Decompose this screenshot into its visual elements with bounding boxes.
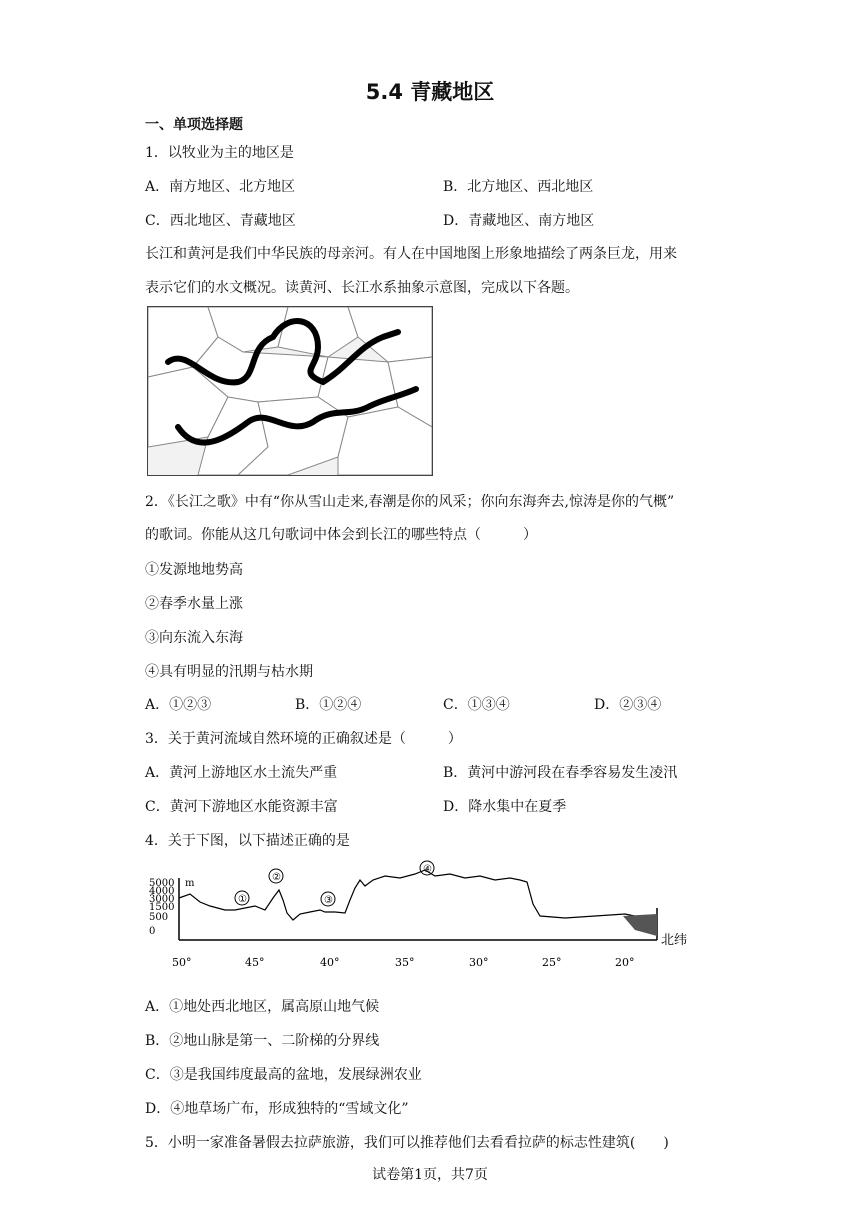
q1-option-d: D．青藏地区、南方地区 [443,213,595,229]
marker-3: ③ [324,895,333,906]
question-2-line-1: 2．《长江之歌》中有“你从雪山走来,春潮是你的风采；你向东海奔去,惊涛是你的气概” [145,494,675,510]
question-5-stem: 5．小明一家准备暑假去拉萨旅游，我们可以推荐他们去看看拉萨的标志性建筑( ) [145,1135,669,1151]
y-tick-5000: 5000 [149,878,175,889]
q4-option-d: D．④地草场广布，形成独特的“雪域文化” [145,1101,409,1117]
question-4-stem: 4．关于下图，以下描述正确的是 [145,833,350,849]
q2-item-2: ②春季水量上涨 [145,596,243,612]
intro-line-2: 表示它们的水文概况。读黄河、长江水系抽象示意图，完成以下各题。 [145,280,579,296]
q1-option-b: B．北方地区、西北地区 [443,179,594,195]
question-2-line-2: 的歌词。你能从这几句歌词中体会到长江的哪些特点（ ） [145,527,537,543]
terrain-profile-figure [145,858,705,970]
marker-2: ② [272,872,281,883]
q2-item-3: ③向东流入东海 [145,630,243,646]
question-3-stem: 3．关于黄河流域自然环境的正确叙述是（ ） [145,731,462,747]
intro-line-1: 长江和黄河是我们中华民族的母亲河。有人在中国地图上形象地描绘了两条巨龙，用来 [145,246,677,262]
q4-option-a: A．①地处西北地区，属高原山地气候 [145,999,380,1015]
y-tick-3000: 3000 [149,894,175,905]
marker-4: ④ [423,864,432,875]
y-tick-500: 500 [149,912,169,923]
q2-option-d: D．②③④ [594,697,662,713]
marker-1: ① [238,894,247,905]
x-tick-25: 25° [542,956,562,969]
y-unit: m [185,878,195,889]
q1-option-c: C．西北地区、青藏地区 [145,213,296,229]
x-axis-label: 北纬 [661,933,688,948]
q1-option-a: A．南方地区、北方地区 [145,179,296,195]
y-tick-1500: 1500 [149,902,175,913]
y-tick-4000: 4000 [149,886,175,897]
q3-option-b: B．黄河中游河段在春季容易发生凌汛 [443,765,678,781]
x-tick-45: 45° [245,956,265,969]
q3-option-c: C．黄河下游地区水能资源丰富 [145,799,338,815]
q2-option-a: A．①②③ [145,697,212,713]
question-1-stem: 1．以牧业为主的地区是 [145,145,294,161]
page-footer: 试卷第1页，共7页 [372,1167,488,1183]
q2-item-4: ④具有明显的汛期与枯水期 [145,664,313,680]
q2-item-1: ①发源地地势高 [145,562,243,578]
y-tick-0: 0 [149,926,156,937]
q4-option-c: C．③是我国纬度最高的盆地，发展绿洲农业 [145,1067,422,1083]
page-title: 5.4 青藏地区 [365,80,495,104]
river-system-map [147,306,433,476]
x-tick-35: 35° [395,956,415,969]
q3-option-d: D．降水集中在夏季 [443,799,567,815]
section-heading: 一、单项选择题 [145,117,243,133]
q2-option-c: C．①③④ [443,697,510,713]
q3-option-a: A．黄河上游地区水土流失严重 [145,765,338,781]
q4-option-b: B．②地山脉是第一、二阶梯的分界线 [145,1033,380,1049]
x-tick-20: 20° [615,956,635,969]
q2-option-b: B．①②④ [295,697,362,713]
x-tick-30: 30° [469,956,489,969]
x-tick-40: 40° [320,956,340,969]
x-tick-50: 50° [172,956,192,969]
